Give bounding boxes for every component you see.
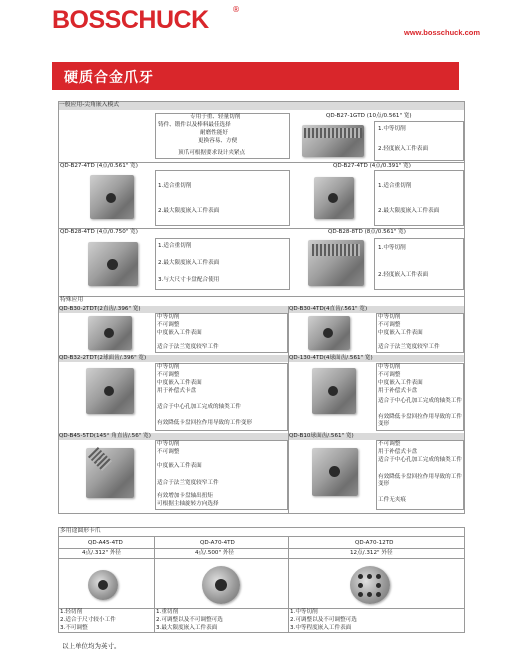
note: 3.最大限度嵌入工件表面: [156, 625, 218, 631]
note: 1.轻切削: [60, 609, 83, 615]
intro-line: 专用于重、轻量切削: [190, 114, 241, 120]
note: 2.可调整以及不可调整可选: [290, 617, 357, 623]
note: 适合于法兰宽度较窄工件: [378, 344, 440, 350]
page-title: 硬质合金爪牙: [64, 70, 154, 86]
footer-note: 以上单位均为英寸。: [62, 642, 121, 650]
note: 3.与大尺寸卡盘配合使用: [158, 277, 220, 283]
note: 中等切削: [157, 364, 180, 370]
intro-line: 更换容易、方便: [198, 138, 238, 144]
product-code: QD-B45-5TD(145° 角直齿/.56" 宽): [59, 433, 288, 440]
jaw-image: [312, 448, 358, 496]
product-code: QD-A70-12TD: [355, 540, 394, 546]
note: 有效降低卡盘回拉作用导致的工件变形: [157, 420, 253, 426]
product-code: QD-B32-2TDT(2球面齿/.396" 宽): [59, 355, 288, 362]
product-spec: 4点/.500" 外径: [195, 550, 235, 556]
jaw-image: [90, 175, 134, 219]
note: 中等切削: [157, 441, 180, 447]
note: 2.轻度嵌入工件表面: [378, 272, 429, 278]
note: 中度嵌入工件表面: [378, 380, 423, 386]
product-code: QD-B27-1GTD (10点/0.561" 宽): [326, 113, 412, 119]
note: 2.最大限度嵌入工件表面: [158, 208, 220, 214]
note: 用于补偿式卡盘: [378, 388, 418, 394]
product-code: QD-B30-2TDT(2直齿/.396" 宽): [59, 306, 288, 313]
note: 1.适合重切削: [378, 183, 412, 189]
note: 不可调整: [378, 372, 401, 378]
product-code: QD-B27-4TD (4点/0.391" 宽): [333, 163, 411, 169]
jaw-image: [88, 316, 132, 350]
section3-title: 多用途圆形卡爪: [60, 528, 101, 534]
note: 中度嵌入工件表面: [378, 330, 423, 336]
note: 不可调整: [157, 322, 180, 328]
note: 2.最大限度嵌入工件表面: [378, 208, 440, 214]
note: 1.中等切削: [378, 245, 406, 251]
note: 适合于法兰宽度较窄工件: [157, 344, 219, 350]
note: 1.中等切削: [290, 609, 318, 615]
product-spec: 4点/.312" 外径: [82, 550, 122, 556]
divider: [59, 608, 464, 609]
product-code: QD-A70-4TD: [200, 540, 235, 546]
divider: [59, 558, 464, 559]
jaw-image: [86, 368, 134, 414]
registered-mark: ®: [232, 5, 240, 14]
website-url[interactable]: www.bosschuck.com: [404, 28, 480, 37]
product-code: QD-A45-4TD: [88, 540, 123, 546]
jaw-image: [314, 177, 354, 219]
divider: [59, 536, 464, 537]
note: 2.可调整以及不可调整可选: [156, 617, 223, 623]
note: 1.重切削: [156, 609, 179, 615]
note: 中度嵌入工件表面: [157, 380, 202, 386]
note: 3.不可调整: [60, 625, 88, 631]
column-divider: [288, 306, 289, 513]
product-code: QD-130-4TD(4球面齿/.561" 宽): [289, 355, 464, 362]
note: 适合于中心孔加工完成的轴类工件: [378, 457, 462, 463]
note: 中度嵌入工件表面: [157, 330, 202, 336]
notes-box: [374, 170, 464, 226]
note: 不可调整: [378, 322, 401, 328]
note: 1.适合重切削: [158, 183, 192, 189]
note: 1.中等切削: [378, 126, 406, 132]
section2-title: 特殊应用: [60, 297, 84, 303]
column-divider: [288, 536, 289, 632]
brand-logo: BOSSCHUCK: [52, 6, 209, 34]
product-spec: 12点/.312" 外径: [350, 550, 393, 556]
jaw-image: [312, 368, 356, 414]
product-code: QD-B28-4TD (4点/0.750" 宽): [60, 229, 138, 235]
note: 工件无夹痕: [378, 497, 406, 503]
intro-line: 耐磨性能好: [200, 130, 228, 136]
note: 有效降低卡盘回拉作用导致的工件变形: [378, 474, 462, 487]
note: 用于补偿式卡盘: [157, 388, 197, 394]
note: 有效降低卡盘回拉作用导致的工件变形: [378, 414, 462, 427]
note: 2.轻度嵌入工件表面: [378, 146, 429, 152]
round-jaw-image: [350, 566, 390, 604]
note: 中等切削: [157, 314, 180, 320]
column-divider: [154, 536, 155, 632]
product-code: QD-B28-8TD (8点/0.561" 宽): [328, 229, 406, 235]
note: 1.适合重切削: [158, 243, 192, 249]
round-jaw-image: [88, 570, 118, 600]
note: 3.中等程度嵌入工件表面: [290, 625, 352, 631]
note: 适合于法兰宽度较窄工件: [157, 480, 219, 486]
jaw-image: [88, 242, 138, 286]
note: 2.适合于尺寸较小工件: [60, 617, 116, 623]
note: 中等切削: [378, 314, 401, 320]
jaw-serration: [304, 128, 362, 138]
product-code: QD-B30-4TD(4直齿/.561" 宽): [289, 306, 464, 313]
round-jaw-image: [202, 566, 240, 604]
intro-line: 顶爪可根据要求设计夹紧点: [178, 150, 246, 156]
note: 不可调整: [157, 449, 180, 455]
intro-line: 铸件、锻件以及棒料最佳选择: [158, 122, 231, 128]
jaw-image: [308, 316, 350, 350]
note: 用于补偿式卡盘: [378, 449, 418, 455]
note: 不可调整: [378, 441, 401, 447]
product-code: QD-B10球面齿/.561" 宽): [289, 433, 464, 440]
divider: [59, 548, 464, 549]
jaw-serration: [312, 244, 360, 256]
notes-box: [155, 170, 290, 226]
note: 2.最大限度嵌入工件表面: [158, 260, 220, 266]
product-code: QD-B27-4TD (4点/0.561" 宽): [60, 163, 138, 169]
note: 中等切削: [378, 364, 401, 370]
note: 适合于中心孔加工完成的轴类工件: [378, 398, 462, 404]
note: 中度嵌入工件表面: [157, 463, 202, 469]
note: 可根据主轴旋转方向选择: [157, 501, 219, 507]
note: 适合于中心孔加工完成的轴类工件: [157, 404, 241, 410]
note: 不可调整: [157, 372, 180, 378]
section1-title: 一般应用-尖角嵌入模式: [59, 102, 464, 110]
note: 有效增加卡盘轴出扭矩: [157, 493, 213, 499]
